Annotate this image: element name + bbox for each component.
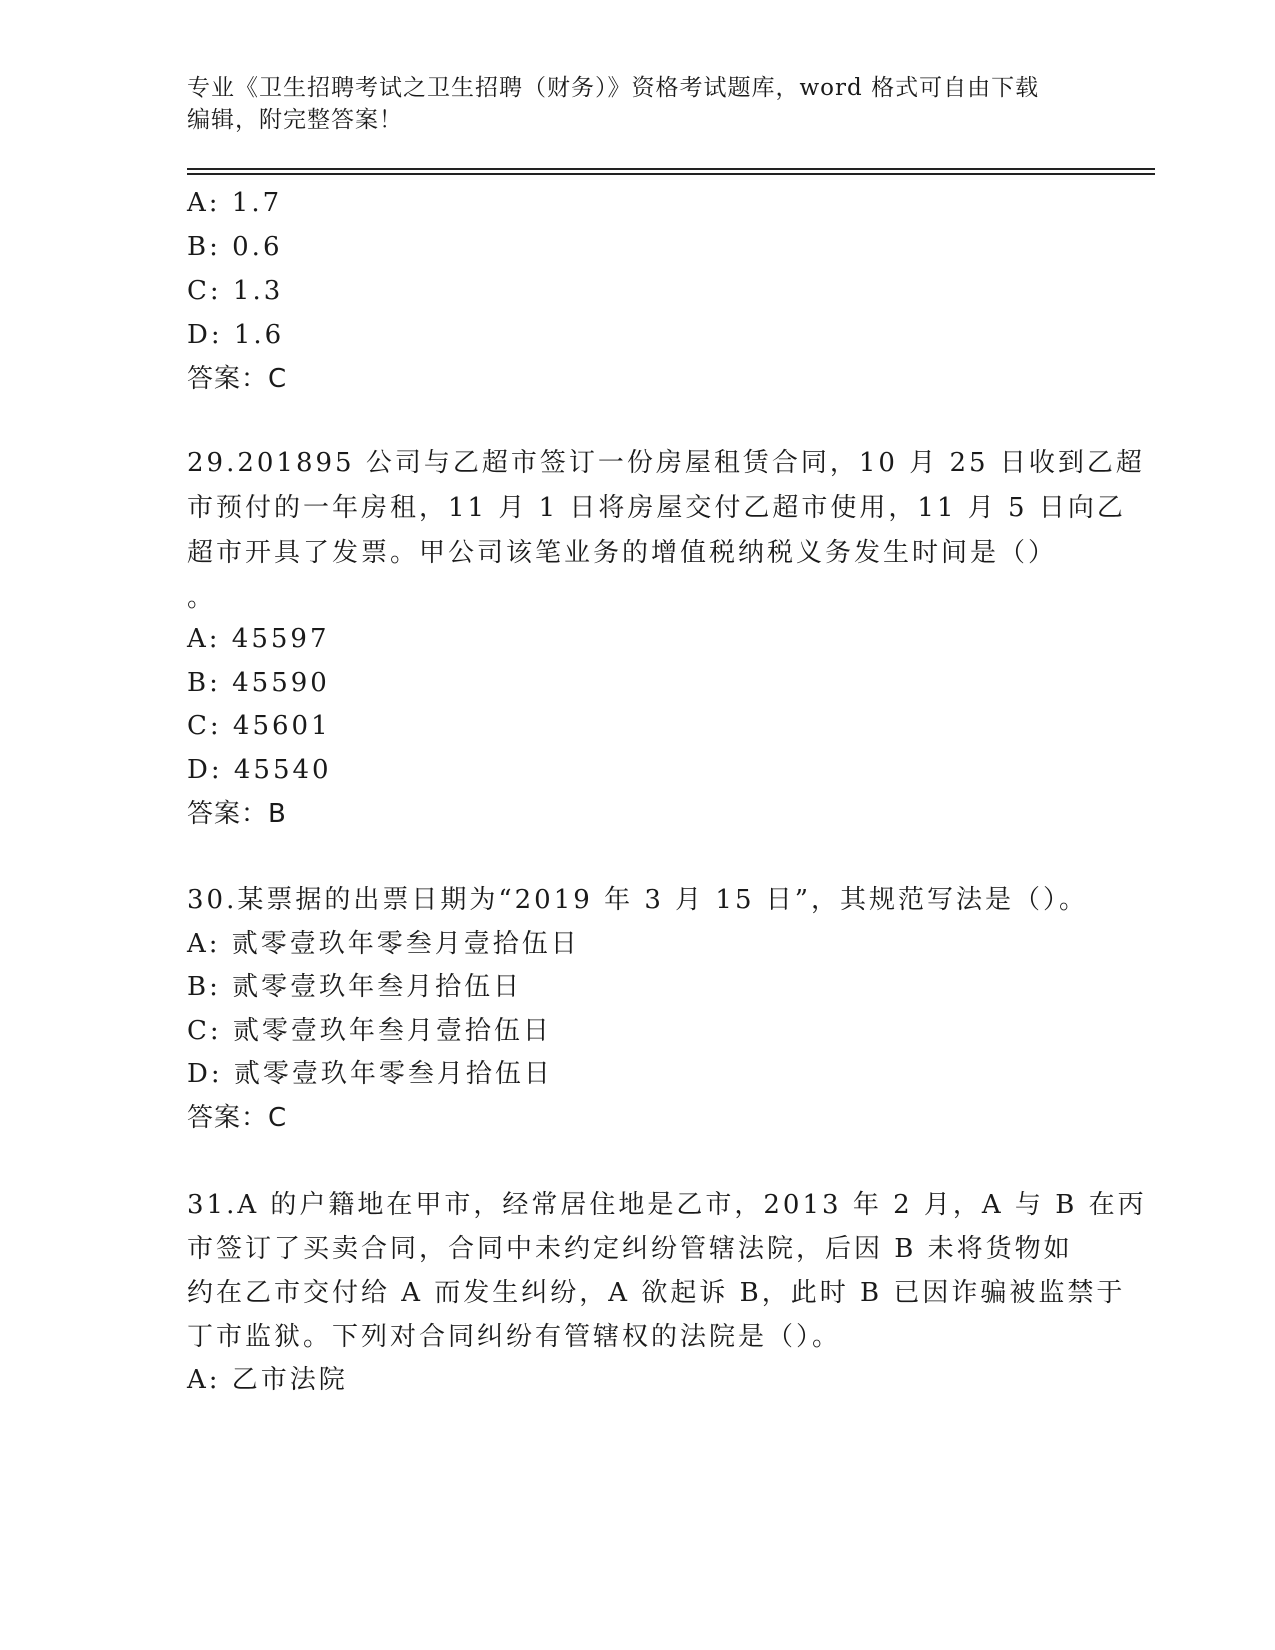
- question-30-text: 30.某票据的出票日期为“2019 年 3 月 15 日”，其规范写法是（）。: [187, 885, 1089, 915]
- header-line-1: 专业《卫生招聘考试之卫生招聘（财务）》资格考试题库，word 格式可自由下载: [187, 75, 1040, 101]
- header-line-2: 编辑，附完整答案！: [187, 107, 403, 133]
- question-31-text: 约在乙市交付给 A 而发生纠纷，A 欲起诉 B，此时 B 已因诈骗被监禁于: [187, 1278, 1126, 1308]
- question-29-text: 29.201895 公司与乙超市签订一份房屋租赁合同，10 月 25 日收到乙超: [187, 448, 1145, 478]
- answer: 答案：C: [187, 364, 288, 394]
- answer: 答案：C: [187, 1103, 288, 1133]
- option-b: B: 贰零壹玖年叁月拾伍日: [187, 972, 523, 1002]
- header-divider-bottom: [187, 173, 1155, 175]
- option-b: B: 45590: [187, 668, 330, 698]
- document-header: [187, 72, 1087, 136]
- option-c: C: 45601: [187, 711, 331, 741]
- question-31-text: 市签订了买卖合同，合同中未约定纠纷管辖法院，后因 B 未将货物如: [187, 1234, 1073, 1264]
- option-d: D: 贰零壹玖年零叁月拾伍日: [187, 1059, 553, 1089]
- question-29-text: 超市开具了发票。甲公司该笔业务的增值税纳税义务发生时间是（）: [187, 538, 1058, 568]
- question-29-text: 市预付的一年房租，11 月 1 日将房屋交付乙超市使用，11 月 5 日向乙: [187, 493, 1126, 523]
- option-c: C: 贰零壹玖年叁月壹拾伍日: [187, 1016, 552, 1046]
- option-a: A: 乙市法院: [187, 1365, 348, 1395]
- answer: 答案：B: [187, 799, 287, 829]
- header-divider-top: [187, 168, 1155, 170]
- question-31-text: 31.A 的户籍地在甲市，经常居住地是乙市，2013 年 2 月，A 与 B 在丙: [187, 1190, 1147, 1220]
- option-a: A: 1.7: [187, 188, 283, 218]
- option-a: A: 贰零壹玖年零叁月壹拾伍日: [187, 929, 580, 959]
- question-29-text: 。: [187, 583, 217, 613]
- option-a: A: 45597: [187, 624, 330, 654]
- option-d: D: 45540: [187, 755, 332, 785]
- question-31-text: 丁市监狱。下列对合同纠纷有管辖权的法院是（）。: [187, 1322, 842, 1352]
- option-b: B: 0.6: [187, 232, 283, 262]
- option-c: C: 1.3: [187, 276, 284, 306]
- option-d: D: 1.6: [187, 320, 285, 350]
